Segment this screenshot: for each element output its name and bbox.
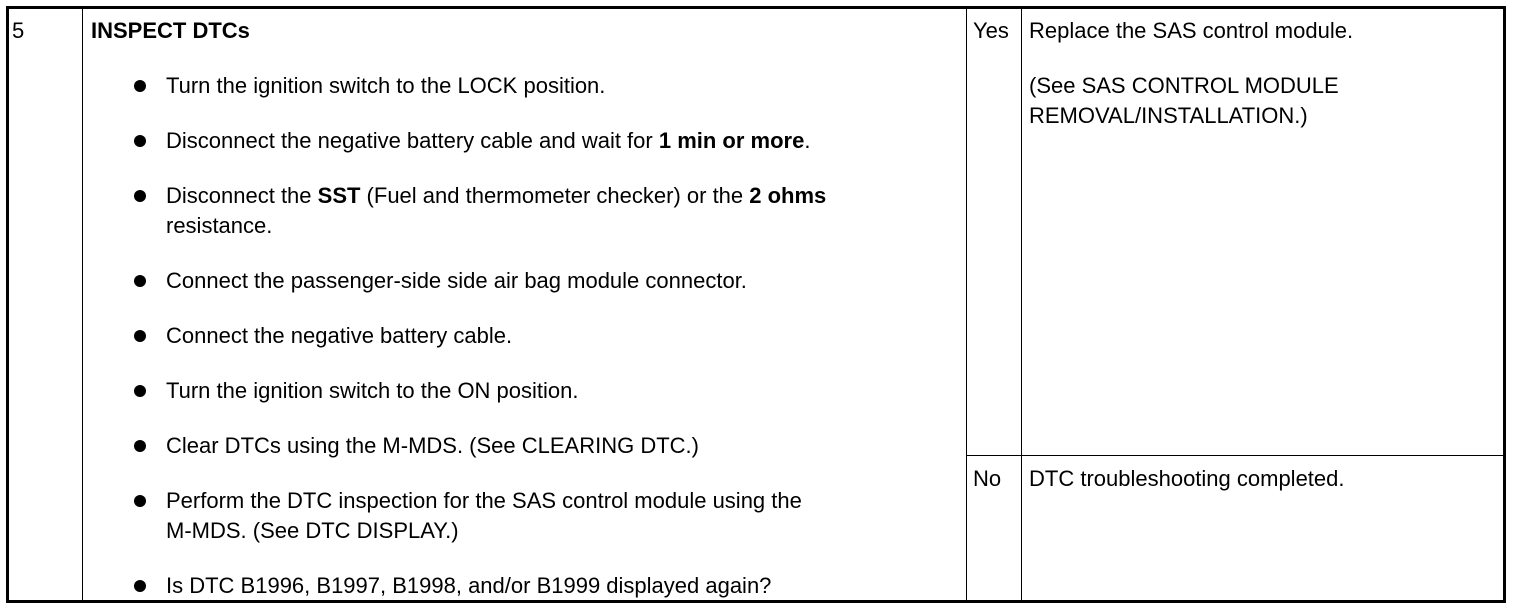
inspection-table [6,6,1506,603]
bullet-icon [134,275,146,287]
procedure-step-text [166,516,459,546]
step-text: Turn the ignition switch to the ON position. [166,378,579,403]
procedure-step-text [166,571,771,601]
yes-label: Yes [973,18,1009,43]
step-text: Turn the ignition switch to the LOCK position. [166,73,606,98]
bullet-icon [134,580,146,592]
no-action: DTC troubleshooting completed. [1029,466,1345,491]
yes-reference-line-1: (See SAS CONTROL MODULE [1029,73,1339,98]
emphasis-text: 1 min or more [658,128,805,153]
column-divider-result [1021,9,1022,600]
procedure-step-text [166,486,802,516]
bullet-icon [134,190,146,202]
emphasis-text: SST [317,183,361,208]
procedure-step-text [166,126,810,156]
no-label: No [973,466,1002,491]
step-text: Clear DTCs using the M-MDS. (See CLEARING DTC.) [166,433,699,458]
procedure-step-text [166,71,605,101]
procedure-step-text [166,376,579,406]
step-text: Perform the DTC inspection for the SAS control module using the [166,488,802,513]
step-number: 5 [12,18,25,43]
bullet-icon [134,495,146,507]
step-text: (Fuel and thermometer checker) or the [360,183,750,208]
emphasis-text: 2 ohms [749,183,827,208]
procedure-step-text [166,211,272,241]
bullet-icon [134,385,146,397]
procedure-step-text [166,266,747,296]
column-divider-procedure [966,9,967,600]
row-divider-yes-no [966,455,1503,456]
bullet-icon [134,135,146,147]
step-title: INSPECT DTCs [91,18,250,43]
yes-action: Replace the SAS control module. [1029,18,1354,43]
step-text: Connect the negative battery cable. [166,323,513,348]
procedure-step-text [166,431,699,461]
procedure-step-text [166,321,512,351]
bullet-icon [134,440,146,452]
bullet-icon [134,330,146,342]
yes-reference-line-2: REMOVAL/INSTALLATION.) [1029,103,1308,128]
step-text: . [804,128,811,153]
step-text: M-MDS. (See DTC DISPLAY.) [166,518,459,543]
step-text: resistance. [166,213,273,238]
column-divider-step [82,9,83,600]
step-text: Disconnect the [166,183,318,208]
step-text: Is DTC B1996, B1997, B1998, and/or B1999 displayed again? [166,573,772,598]
procedure-step-text [166,181,826,211]
step-text: Disconnect the negative battery cable and wait for [166,128,659,153]
step-text: Connect the passenger-side side air bag module connector. [166,268,747,293]
bullet-icon [134,80,146,92]
